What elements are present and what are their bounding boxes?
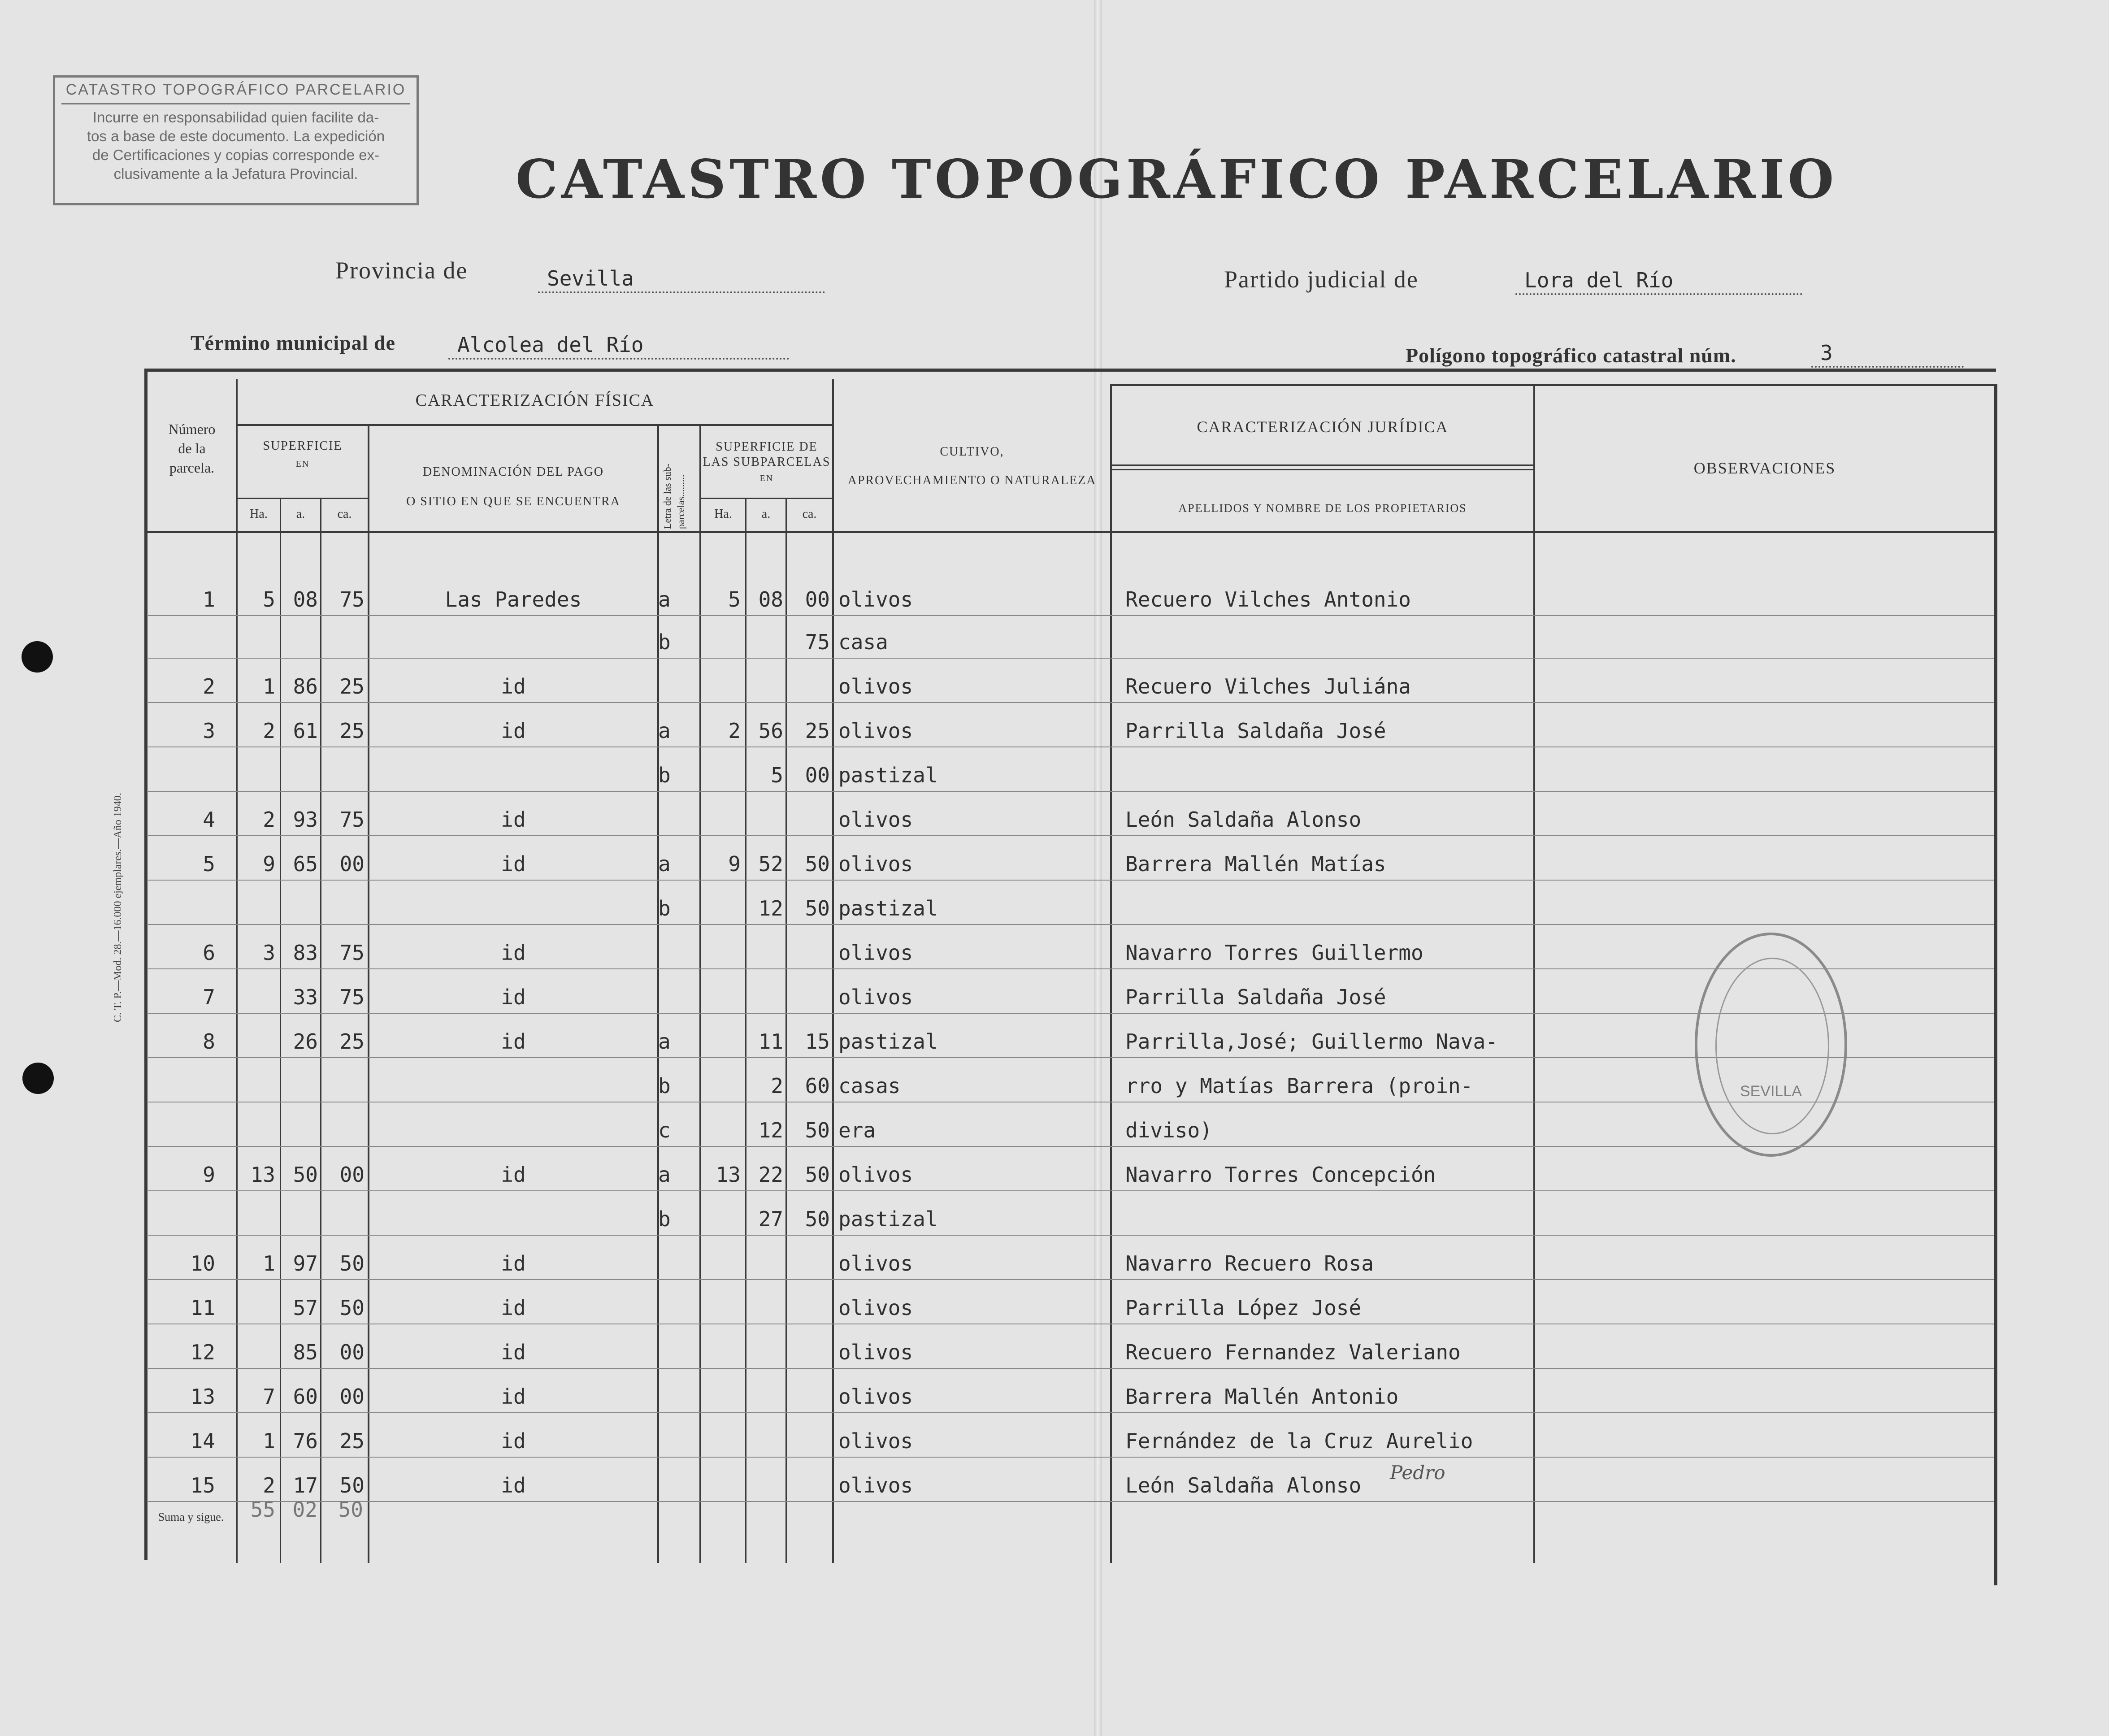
termino-value: Alcolea del Río (448, 333, 789, 360)
propietario: Fernández de la Cruz Aurelio (1125, 1429, 1473, 1453)
provincia-value: Sevilla (538, 266, 825, 293)
header-bottom-line (144, 531, 1996, 533)
header-superficie: en (295, 456, 310, 470)
table-top-border-right (1110, 384, 1994, 386)
parcel-number: 2 (203, 674, 215, 699)
row-rule (148, 1457, 1994, 1458)
table-right-border (1994, 384, 1997, 1585)
sub-superficie-ca: 60 (805, 1074, 830, 1098)
warning-stamp (53, 75, 419, 205)
cultivo: pastizal (838, 896, 938, 920)
row-rule (148, 835, 1994, 836)
header-sub-a: a. (761, 507, 771, 521)
suma-ha: 55 (250, 1497, 275, 1522)
header-denominacion: DENOMINACIÓN DEL PAGO (423, 465, 604, 479)
superficie-a: 26 (293, 1029, 318, 1054)
superficie-ha: 2 (263, 1473, 275, 1497)
header-numero: de la (178, 440, 206, 457)
row-rule (148, 791, 1994, 792)
pago-name: id (501, 674, 526, 699)
suma-ca: 50 (338, 1497, 363, 1522)
propietario: Recuero Vilches Juliána (1125, 674, 1411, 699)
parcel-number: 13 (190, 1384, 215, 1409)
sub-superficie-ca: 25 (805, 719, 830, 743)
row-rule (148, 1146, 1994, 1147)
superficie-a: 85 (293, 1340, 318, 1364)
cultivo: olivos (838, 719, 913, 743)
pago-name: Las Paredes (445, 587, 582, 612)
superficie-a: 60 (293, 1384, 318, 1409)
superficie-ca: 75 (339, 985, 365, 1009)
superficie-ha: 13 (250, 1163, 275, 1187)
seal-inner-ring (1715, 958, 1829, 1134)
header-numero: parcela. (169, 460, 215, 476)
sub-superficie-a: 08 (758, 587, 783, 612)
superficie-ca: 00 (339, 1163, 365, 1187)
cultivo: pastizal (838, 1207, 938, 1231)
subparcel-letter: b (658, 763, 671, 787)
punch-hole-bottom (22, 1063, 54, 1094)
sub-superficie-a: 22 (758, 1163, 783, 1187)
parcel-number: 7 (203, 985, 215, 1009)
pago-name: id (501, 1029, 526, 1054)
superficie-ha: 2 (263, 807, 275, 832)
superficie-a: 57 (293, 1296, 318, 1320)
cultivo: olivos (838, 852, 913, 876)
header-line (236, 498, 368, 499)
header-ca: ca. (337, 507, 352, 521)
propietario: Recuero Vilches Antonio (1125, 587, 1411, 612)
superficie-a: 08 (293, 587, 318, 612)
header-numero: Número (168, 421, 216, 437)
sub-superficie-a: 56 (758, 719, 783, 743)
row-rule (148, 615, 1994, 616)
superficie-a: 61 (293, 719, 318, 743)
pago-name: id (501, 1473, 526, 1497)
cultivo: olivos (838, 1296, 913, 1320)
pago-name: id (501, 852, 526, 876)
superficie-ca: 50 (339, 1296, 365, 1320)
sub-superficie-a: 12 (758, 1118, 783, 1142)
sub-superficie-a: 52 (758, 852, 783, 876)
sub-superficie-ca: 50 (805, 896, 830, 920)
superficie-a: 65 (293, 852, 318, 876)
poligono-value: 3 (1811, 341, 1964, 368)
propietario: Barrera Mallén Matías (1125, 852, 1386, 876)
header-observaciones: OBSERVACIONES (1693, 459, 1836, 477)
propietario: Recuero Fernandez Valeriano (1125, 1340, 1461, 1364)
suma-a: 02 (292, 1497, 317, 1522)
pago-name: id (501, 1340, 526, 1364)
header-propietarios: APELLIDOS Y NOMBRE DE LOS PROPIETARIOS (1178, 502, 1467, 515)
superficie-a: 86 (293, 674, 318, 699)
parcel-number: 12 (190, 1340, 215, 1364)
row-rule (148, 1368, 1994, 1369)
subparcel-letter: b (658, 1074, 671, 1098)
partido-value: Lora del Río (1515, 268, 1802, 295)
sub-superficie-ha: 13 (716, 1163, 741, 1187)
col-line (832, 379, 834, 1563)
subparcel-letter: b (658, 630, 671, 654)
sub-superficie-ha: 2 (728, 719, 741, 743)
superficie-ca: 75 (339, 941, 365, 965)
seal-text: SEVILLA (1740, 1083, 1802, 1100)
subparcel-letter: b (658, 1207, 671, 1231)
cultivo: pastizal (838, 763, 938, 787)
row-rule (148, 1412, 1994, 1413)
cultivo: olivos (838, 1340, 913, 1364)
propietario: Navarro Recuero Rosa (1125, 1251, 1374, 1276)
pago-name: id (501, 941, 526, 965)
parcel-number: 5 (203, 852, 215, 876)
print-note: C. T. P.—Mod. 28.—16.000 ejemplares.—Año 1940. (112, 793, 124, 1022)
cultivo: olivos (838, 1384, 913, 1409)
row-rule (148, 924, 1994, 925)
propietario: Barrera Mallén Antonio (1125, 1384, 1399, 1409)
cultivo: olivos (838, 985, 913, 1009)
pago-name: id (501, 1429, 526, 1453)
sub-superficie-a: 2 (771, 1074, 783, 1098)
col-line (1110, 384, 1112, 1563)
superficie-a: 33 (293, 985, 318, 1009)
header-sub-ca: ca. (802, 507, 817, 521)
cultivo: casas (838, 1074, 901, 1098)
superficie-a: 93 (293, 807, 318, 832)
header-line (1112, 469, 1533, 470)
cultivo: olivos (838, 587, 913, 612)
row-rule (148, 1501, 1994, 1502)
partido-label: Partido judicial de (1224, 266, 1419, 293)
superficie-ha: 1 (263, 1429, 275, 1453)
sub-superficie-ca: 00 (805, 587, 830, 612)
termino-label: Término municipal de (191, 331, 396, 354)
cultivo: olivos (838, 1473, 913, 1497)
pago-name: id (501, 1163, 526, 1187)
header-superficie-sub: SUPERFICIE DE (716, 440, 818, 454)
stamp-line: de Certificaciones y copias corresponde ex- (92, 147, 380, 163)
cultivo: olivos (838, 941, 913, 965)
superficie-ca: 50 (339, 1251, 365, 1276)
provincia-label: Provincia de (335, 257, 468, 284)
subparcel-letter: a (658, 587, 671, 612)
superficie-a: 83 (293, 941, 318, 965)
row-rule (148, 1235, 1994, 1236)
parcel-number: 14 (190, 1429, 215, 1453)
superficie-ha: 1 (263, 674, 275, 699)
parcel-number: 8 (203, 1029, 215, 1054)
row-rule (148, 702, 1994, 703)
row-rule (148, 658, 1994, 659)
propietario: León Saldaña Alonso (1125, 807, 1362, 832)
sub-superficie-a: 11 (758, 1029, 783, 1054)
header-superficie-sub: LAS SUBPARCELAS (703, 455, 831, 469)
parcel-number: 3 (203, 719, 215, 743)
pago-name: id (501, 1251, 526, 1276)
parcel-number: 10 (190, 1251, 215, 1276)
superficie-ca: 75 (339, 807, 365, 832)
parcel-number: 9 (203, 1163, 215, 1187)
header-a: a. (296, 507, 305, 521)
header-caracterizacion-juridica: CARACTERIZACIÓN JURÍDICA (1197, 418, 1449, 436)
pago-name: id (501, 807, 526, 832)
superficie-a: 97 (293, 1251, 318, 1276)
superficie-a: 76 (293, 1429, 318, 1453)
superficie-ha: 9 (263, 852, 275, 876)
pago-name: id (501, 719, 526, 743)
subparcel-letter: a (658, 719, 671, 743)
superficie-ca: 00 (339, 1340, 365, 1364)
subparcel-letter: a (658, 1029, 671, 1054)
header-ha: Ha. (250, 507, 268, 521)
propietario: Navarro Torres Concepción (1125, 1163, 1436, 1187)
cultivo: casa (838, 630, 888, 654)
header-letra: Letra de las sub-parcelas......... (662, 464, 686, 529)
row-rule (148, 880, 1994, 881)
superficie-a: 17 (293, 1473, 318, 1497)
sub-superficie-ca: 50 (805, 852, 830, 876)
superficie-ca: 00 (339, 1384, 365, 1409)
superficie-ha: 5 (263, 587, 275, 612)
parcel-number: 11 (190, 1296, 215, 1320)
propietario: rro y Matías Barrera (proin- (1125, 1074, 1473, 1098)
punch-hole-top (22, 641, 53, 673)
sub-superficie-ca: 50 (805, 1163, 830, 1187)
header-line (236, 424, 834, 426)
header-denominacion: O SITIO EN QUE SE ENCUENTRA (406, 495, 621, 508)
header-superficie: SUPERFICIE (263, 439, 343, 453)
table-left-border (144, 369, 148, 1560)
cultivo: olivos (838, 1251, 913, 1276)
cultivo: olivos (838, 674, 913, 699)
subparcel-letter: b (658, 896, 671, 920)
parcel-number: 4 (203, 807, 215, 832)
sub-superficie-ca: 50 (805, 1118, 830, 1142)
header-cultivo: APROVECHAMIENTO O NATURALEZA (847, 473, 1097, 487)
sub-superficie-a: 5 (771, 763, 783, 787)
parcel-number: 6 (203, 941, 215, 965)
header-sub-ha: Ha. (714, 507, 732, 521)
sub-superficie-ca: 50 (805, 1207, 830, 1231)
superficie-ca: 25 (339, 1429, 365, 1453)
superficie-ca: 25 (339, 674, 365, 699)
handwritten-annotation: Pedro (1390, 1462, 1445, 1484)
cultivo: pastizal (838, 1029, 938, 1054)
subparcel-letter: c (658, 1118, 671, 1142)
superficie-ha: 2 (263, 719, 275, 743)
cultivo: era (838, 1118, 876, 1142)
superficie-ha: 3 (263, 941, 275, 965)
superficie-ca: 25 (339, 1029, 365, 1054)
sub-superficie-ca: 00 (805, 763, 830, 787)
stamp-line: clusivamente a la Jefatura Provincial. (113, 165, 358, 182)
propietario: diviso) (1125, 1118, 1212, 1142)
propietario: Parrilla,José; Guillermo Nava- (1125, 1029, 1498, 1054)
propietario: Parrilla Saldaña José (1125, 985, 1386, 1009)
stamp-title: CATASTRO TOPOGRÁFICO PARCELARIO (61, 81, 410, 104)
sub-superficie-ha: 5 (728, 587, 741, 612)
superficie-ca: 00 (339, 852, 365, 876)
row-rule (148, 746, 1994, 747)
superficie-ca: 25 (339, 719, 365, 743)
parcel-number: 1 (203, 587, 215, 612)
sub-superficie-ca: 15 (805, 1029, 830, 1054)
col-line (1533, 384, 1535, 1563)
subparcel-letter: a (658, 852, 671, 876)
poligono-label: Polígono topográfico catastral núm. (1406, 344, 1736, 367)
cultivo: olivos (838, 1429, 913, 1453)
row-rule (148, 1190, 1994, 1191)
sub-superficie-a: 27 (758, 1207, 783, 1231)
sub-superficie-ca: 75 (805, 630, 830, 654)
header-cultivo: CULTIVO, (940, 445, 1004, 459)
cultivo: olivos (838, 807, 913, 832)
stamp-line: tos a base de este documento. La expedición (87, 128, 385, 144)
sub-superficie-ha: 9 (728, 852, 741, 876)
official-seal (1695, 933, 1847, 1157)
header-line (699, 498, 832, 499)
parcel-number: 15 (190, 1473, 215, 1497)
document-title: CATASTRO TOPOGRÁFICO PARCELARIO (516, 148, 1838, 210)
suma-label: Suma y sigue. (158, 1510, 224, 1523)
subparcel-letter: a (658, 1163, 671, 1187)
pago-name: id (501, 1384, 526, 1409)
propietario: Parrilla Saldaña José (1125, 719, 1386, 743)
pago-name: id (501, 985, 526, 1009)
pago-name: id (501, 1296, 526, 1320)
superficie-ca: 50 (339, 1473, 365, 1497)
superficie-ha: 1 (263, 1251, 275, 1276)
header-line (1112, 464, 1533, 466)
row-rule (148, 1279, 1994, 1280)
stamp-line: Incurre en responsabilidad quien facilite da- (92, 109, 379, 126)
propietario: Navarro Torres Guillermo (1125, 941, 1423, 965)
table-top-border (144, 369, 1996, 372)
superficie-ha: 7 (263, 1384, 275, 1409)
sub-superficie-a: 12 (758, 896, 783, 920)
header-superficie-sub: en (759, 470, 774, 484)
cultivo: olivos (838, 1163, 913, 1187)
header-caracterizacion-fisica: CARACTERIZACIÓN FÍSICA (415, 391, 655, 410)
superficie-ca: 75 (339, 587, 365, 612)
propietario: Parrilla López José (1125, 1296, 1362, 1320)
superficie-a: 50 (293, 1163, 318, 1187)
propietario: León Saldaña Alonso (1125, 1473, 1362, 1497)
